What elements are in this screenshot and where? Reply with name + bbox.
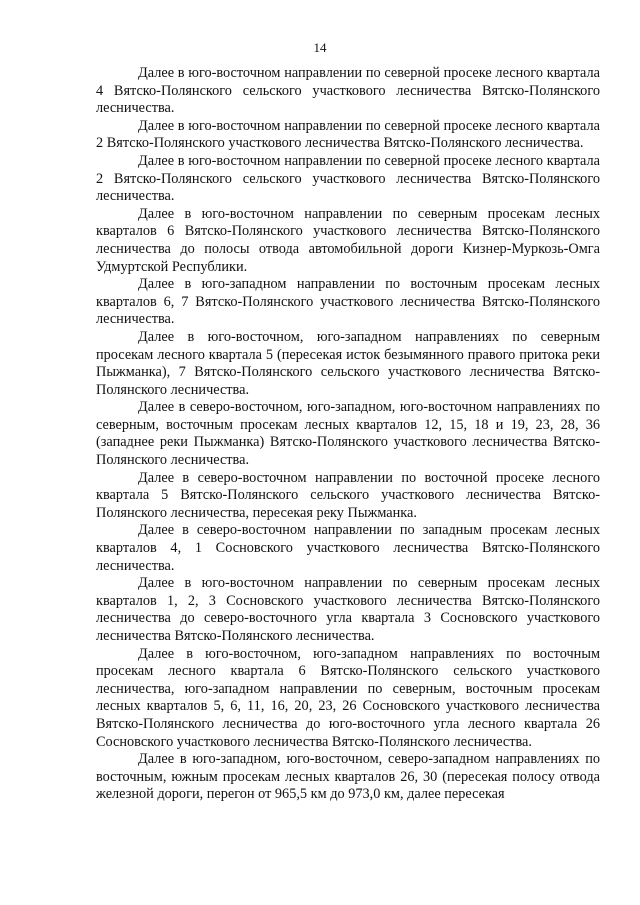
paragraph: Далее в юго-восточном направлении по северным просекам лесных кварталов 6 Вятско-Полянского участкового лесничества Вятско-Полянского лесничества до полосы отвода автомобильной дороги Кизнер-Муркозь-Омга Удмуртской Республики. xyxy=(96,205,600,275)
paragraph: Далее в юго-западном направлении по восточным просекам лесных кварталов 6, 7 Вятско-Полянского участкового лесничества Вятско-Полянского лесничества. xyxy=(96,276,600,328)
paragraph: Далее в юго-восточном направлении по северным просекам лесных кварталов 1, 2, 3 Сосновского участкового лесничества Вятско-Полянского лесничества до северо-восточного угла квартала 3 Сосновского участкового лесничества Вятско-Полянского лесничества. xyxy=(96,575,600,644)
document-body xyxy=(96,65,600,804)
paragraph: Далее в северо-восточном направлении по восточной просеке лесного квартала 5 Вятско-Полянского сельского участкового лесничества Вятско-Полянского лесничества, пересекая реку Пыжманка. xyxy=(96,469,600,521)
paragraph: Далее в юго-восточном, юго-западном направлениях по северным просекам лесного квартала 5 (пересекая исток безымянного правого притока реки Пыжманка), 7 Вятско-Полянского сельского участкового лесничества Вятско-Полянского лесничества. xyxy=(96,328,600,398)
paragraph: Далее в северо-восточном направлении по западным просекам лесных кварталов 4, 1 Сосновского участкового лесничества Вятско-Полянского лесничества. xyxy=(96,522,600,574)
paragraph: Далее в юго-восточном направлении по северной просеке лесного квартала 2 Вятско-Полянского сельского участкового лесничества Вятско-Полянского лесничества. xyxy=(96,152,600,205)
paragraph: Далее в юго-восточном направлении по северной просеке лесного квартала 2 Вятско-Полянского участкового лесничества Вятско-Полянского лесничества. xyxy=(96,117,600,152)
paragraph: Далее в юго-восточном, юго-западном направлениях по восточным просекам лесного квартала 6 Вятско-Полянского сельского участкового лесничества, юго-западном направлении по северным, восточным просекам лесных кварталов 5, 6, 11, 16, 20, 23, 26 Сосновского участкового лесничества Вятско-Полянского лесничества до юго-восточного угла лесного квартала 26 Сосновского участкового лесничества Вятско-Полянского лесничества. xyxy=(96,645,600,750)
paragraph: Далее в юго-западном, юго-восточном, северо-западном направлениях по восточным, южным просекам лесных кварталов 26, 30 (пересекая полосу отвода железной дороги, перегон от 965,5 км до 973,0 км, далее пересекая xyxy=(96,751,600,803)
paragraph: Далее в северо-восточном, юго-западном, юго-восточном направлениях по северным, восточным просекам лесных кварталов 12, 15, 18 и 19, 23, 28, 36 (западнее реки Пыжманка) Вятско-Полянского участкового лесничества Вятско-Полянского лесничества. xyxy=(96,399,600,469)
page-number: 14 xyxy=(313,40,327,55)
paragraph: Далее в юго-восточном направлении по северной просеке лесного квартала 4 Вятско-Полянского сельского участкового лесничества Вятско-Полянского лесничества. xyxy=(96,65,600,117)
